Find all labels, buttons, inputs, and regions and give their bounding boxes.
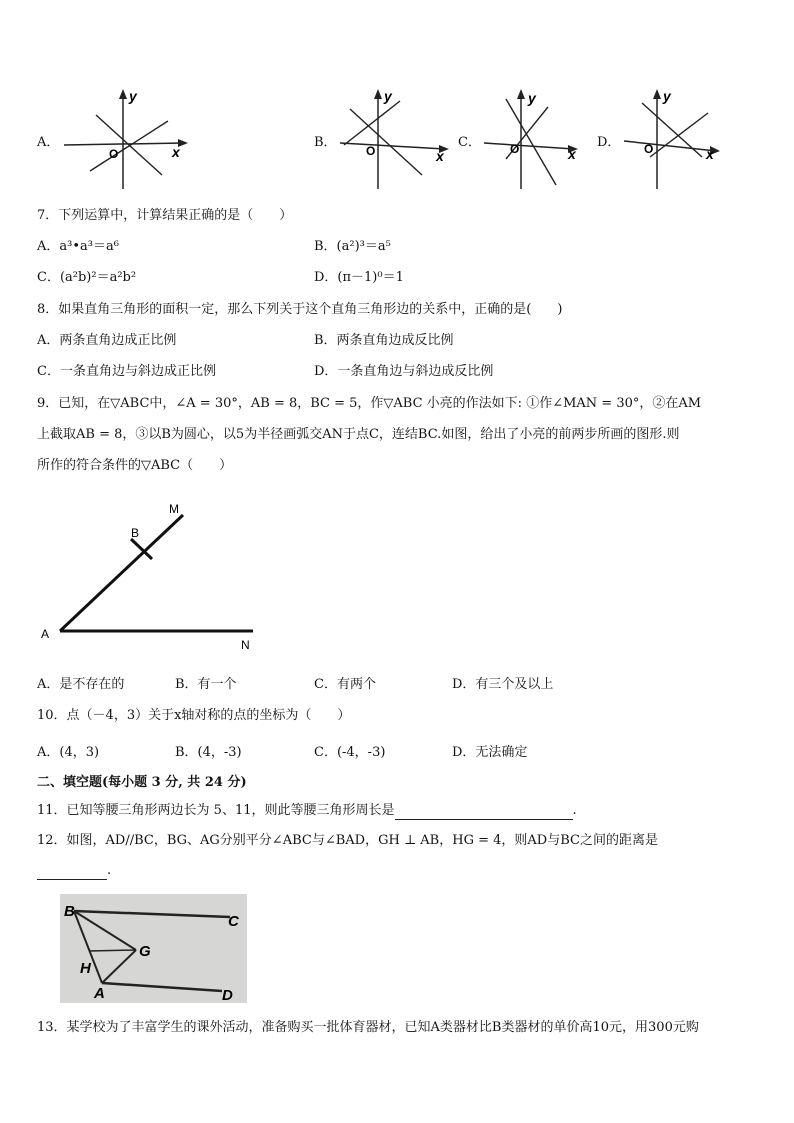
q12-answer-row [37, 862, 111, 880]
x-axis-label: x [172, 144, 180, 160]
q8-stem: 8．如果直角三角形的面积一定，那么下列关于这个直角三角形边的关系中，正确的是( ) [37, 302, 563, 317]
q10-option-c: C．(-4，-3) [314, 745, 386, 760]
q7-option-a: A．a³•a³＝a⁶ [37, 239, 119, 254]
q9-option-c: C．有两个 [314, 677, 376, 692]
q7-stem: 7．下列运算中，计算结果正确的是（ ） [37, 208, 293, 223]
point-m-label: M [169, 502, 179, 516]
q9-stem-line2: 上截取AB = 8，③以B为圆心，以5为半径画弧交AN于点C，连结BC.如图，给出了小亮的前两步所画的图形.则 [37, 427, 680, 442]
section-heading: 二、填空题(每小题 3 分, 共 24 分) [37, 775, 247, 790]
graph-option-b [330, 85, 455, 193]
option-c-label: C． [458, 135, 481, 150]
fig-point-b: B [64, 903, 75, 920]
q12-stem: 12．如图，AD//BC，BG、AG分别平分∠ABC与∠BAD，GH ⊥ AB，HG = 4，则AD与BC之间的距离是 [37, 833, 658, 848]
y-axis-label: y [663, 88, 671, 104]
origin-label: O [510, 142, 520, 156]
graph-option-a [60, 85, 195, 193]
origin-label: O [366, 144, 376, 158]
q11-stem: 11．已知等腰三角形两边长为 5、11，则此等腰三角形周长是 [37, 803, 395, 818]
fig-point-g: G [139, 943, 151, 960]
y-axis-label: y [129, 88, 137, 104]
y-axis-label: y [528, 90, 536, 106]
q9-stem-line3: 所作的符合条件的▽ABC（ ） [37, 458, 233, 473]
q11-stem-row [37, 802, 577, 820]
q12-figure-photo [60, 894, 247, 1003]
q7-option-c: C．(a²b)²＝a²b² [37, 270, 137, 285]
y-axis-label: y [384, 88, 392, 104]
point-n-label: N [241, 638, 250, 652]
q9-option-d: D．有三个及以上 [452, 677, 554, 692]
q11-answer-blank[interactable] [395, 805, 573, 820]
x-axis-label: x [436, 148, 444, 164]
q12-end: . [107, 863, 112, 878]
fig-point-h: H [80, 960, 91, 977]
option-d-label: D． [597, 135, 621, 150]
q7-option-b: B．(a²)³＝a⁵ [314, 239, 391, 254]
q7-option-d: D．(π－1)⁰＝1 [314, 270, 404, 285]
fig-point-c: C [228, 913, 239, 930]
origin-label: O [109, 147, 119, 161]
q9-option-a: A．是不存在的 [37, 677, 125, 692]
q10-option-d: D．无法确定 [452, 745, 528, 760]
q8-option-c: C．一条直角边与斜边成正比例 [37, 364, 216, 379]
q8-option-b: B．两条直角边成反比例 [314, 333, 454, 348]
q9-stem-line1: 9．已知，在▽ABC中，∠A = 30°，AB = 8，BC = 5，作▽ABC 小亮的作法如下: ①作∠MAN = 30°，②在AM [37, 396, 702, 411]
q12-answer-blank[interactable] [37, 865, 107, 880]
point-a-label: A [41, 627, 50, 641]
q9-construction-figure [35, 495, 275, 655]
q11-end: . [572, 803, 577, 818]
q10-option-a: A．(4，3) [37, 745, 100, 760]
q9-option-b: B．有一个 [175, 677, 237, 692]
q8-option-a: A．两条直角边成正比例 [37, 333, 177, 348]
point-b-label: B [131, 526, 140, 540]
q10-stem: 10．点（－4，3）关于x轴对称的点的坐标为（ ） [37, 708, 351, 723]
option-b-label: B． [314, 135, 337, 150]
x-axis-label: x [568, 146, 576, 162]
q8-option-d: D．一条直角边与斜边成反比例 [314, 364, 494, 379]
x-axis-label: x [706, 146, 714, 162]
option-a-label: A． [37, 135, 60, 150]
graph-option-c [478, 85, 588, 193]
q10-option-b: B．(4，-3) [175, 745, 242, 760]
fig-point-a: A [94, 985, 105, 1002]
origin-label: O [644, 142, 654, 156]
q13-stem: 13．某学校为了丰富学生的课外活动，准备购买一批体育器材，已知A类器材比B类器材的单价高10元，用300元购 [37, 1020, 699, 1035]
graph-option-d [620, 85, 730, 193]
fig-point-d: D [222, 987, 233, 1003]
